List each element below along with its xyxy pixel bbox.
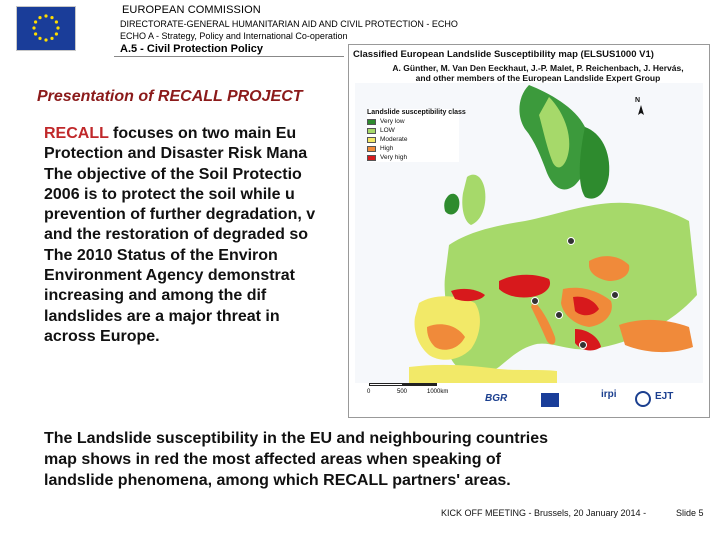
legend-label: LOW	[380, 127, 395, 134]
legend-swatch	[367, 128, 376, 134]
body-line: The objective of the Soil Protectio	[44, 165, 302, 183]
slide-title: Presentation of RECALL PROJECT	[37, 88, 303, 105]
header-divider	[114, 56, 344, 57]
body-line: Protection and Disaster Risk Mana	[44, 145, 308, 163]
scale-label: 1000km	[427, 389, 449, 395]
slide-number: Slide 5	[676, 508, 704, 518]
body-line: The 2010 Status of the Environ	[44, 246, 278, 264]
body-line: RECALL focuses on two main Eu	[44, 125, 297, 142]
legend-title: Landslide susceptibility class	[367, 109, 466, 116]
landslide-susceptibility-map	[348, 44, 710, 418]
irpi-logo: irpi	[601, 389, 617, 400]
legend-label: Very high	[380, 154, 408, 161]
partner-round-logo	[635, 391, 651, 407]
body-line: Environment Agency demonstrat	[44, 267, 296, 285]
eu-stars-icon	[17, 7, 75, 50]
caption-line: landslide phenomena, among which RECALL partners' areas.	[44, 472, 511, 489]
legend-item	[367, 117, 459, 126]
map-caption	[44, 428, 636, 491]
map-scale-bar	[367, 383, 447, 403]
north-label: N	[635, 97, 641, 104]
legend-swatch	[367, 137, 376, 143]
caption-line: The Landslide susceptibility in the EU and neighbouring countries	[44, 430, 549, 447]
legend-label: Moderate	[380, 136, 408, 143]
legend-label: High	[380, 145, 394, 152]
scale-label: 500	[397, 389, 408, 395]
eu-flag-logo	[16, 6, 76, 51]
header-unit: A.5 - Civil Protection Policy	[120, 43, 264, 55]
bgr-logo: BGR	[485, 393, 508, 404]
map-title: Classified European Landslide Susceptibility map (ELSUS1000 V1)	[353, 49, 654, 60]
map-authors: A. Günther, M. Van Den Eeckhaut, J.-P. Malet, P. Reichenbach, J. Hervás, and other members of the European Landslide Expert Group	[392, 63, 684, 83]
body-line: increasing and among the dif	[44, 287, 267, 305]
legend-swatch	[367, 155, 376, 161]
map-legend	[367, 109, 466, 162]
legend-swatch	[367, 146, 376, 152]
body-line: across Europe.	[44, 327, 160, 345]
body-line: 2006 is to protect the soil while u	[44, 185, 295, 203]
body-line: landslides are a major threat in	[44, 307, 280, 325]
caption-line: map shows in red the most affected areas when speaking of	[44, 451, 502, 468]
europe-map-image	[349, 45, 709, 417]
legend-label: Very low	[380, 118, 405, 125]
legend-item	[367, 144, 459, 153]
body-line: prevention of further degradation, v	[44, 206, 316, 224]
legend-item	[367, 135, 459, 144]
header-echo-unit: ECHO A - Strategy, Policy and International Co-operation	[120, 31, 348, 41]
legend-item	[367, 153, 459, 162]
legend-swatch	[367, 119, 376, 125]
legend-item	[367, 126, 459, 135]
recall-accent: RECALL	[44, 125, 109, 142]
scale-label: 0	[367, 389, 371, 395]
body-line: and the restoration of degraded so	[44, 226, 309, 244]
footer-meeting: KICK OFF MEETING - Brussels, 20 January 2014 -	[441, 508, 647, 518]
header-directorate: DIRECTORATE-GENERAL HUMANITARIAN AID AND CIVIL PROTECTION - ECHO	[120, 19, 458, 29]
eu-small-logo	[541, 393, 559, 407]
ejt-logo: EJT	[655, 391, 674, 402]
header-organization: EUROPEAN COMMISSION	[122, 4, 261, 16]
